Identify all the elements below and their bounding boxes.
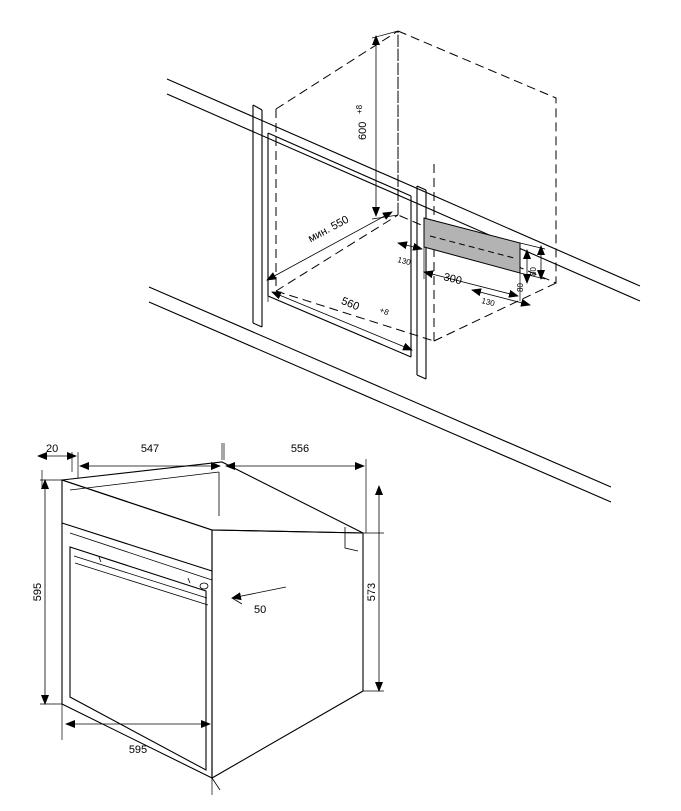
dim-label-600-tol: +8: [355, 104, 364, 114]
dimension-20: [38, 443, 76, 487]
dim-label-130-left: 130: [396, 255, 412, 268]
dimension-556: [224, 443, 366, 533]
dim-label-556: 556: [290, 443, 310, 455]
dimension-560: [268, 292, 417, 366]
niche-envelope-dashed: [276, 31, 556, 341]
dim-label-130-right: 130: [480, 296, 496, 309]
dim-label-600: 600: [357, 121, 369, 140]
dimension-50: [232, 587, 286, 616]
dimension-595-vertical: [32, 480, 62, 704]
dimension-min-550: [267, 212, 392, 280]
dim-label-560: 560: [339, 295, 361, 314]
dim-label-20: 20: [46, 443, 59, 455]
dim-label-300: 300: [442, 271, 463, 288]
dim-label-573: 573: [366, 582, 378, 602]
cabinet-carcass-outline: [149, 79, 640, 502]
dim-label-595-horizontal: 595: [128, 744, 148, 756]
dimension-595-horizontal: [62, 704, 212, 795]
dimension-130-left: [397, 243, 422, 267]
dim-label-560-tol: +8: [378, 305, 391, 318]
dim-label-595-vertical: 595: [32, 582, 44, 602]
dim-label-min-550: мин. 550: [306, 213, 351, 246]
dim-label-80-inner: 80: [516, 283, 525, 292]
figure-cabinet-niche: [149, 31, 640, 502]
dim-label-80-outer: 80: [529, 267, 538, 276]
dim-label-50: 50: [254, 604, 267, 616]
dimension-80-outer: [520, 243, 545, 279]
dimension-600: [355, 31, 398, 219]
dimension-547: [78, 443, 222, 478]
ventilation-cutout: [424, 218, 520, 273]
figure-oven-body: [32, 443, 384, 795]
oven-outline: [62, 462, 363, 790]
dim-label-547: 547: [140, 443, 160, 455]
